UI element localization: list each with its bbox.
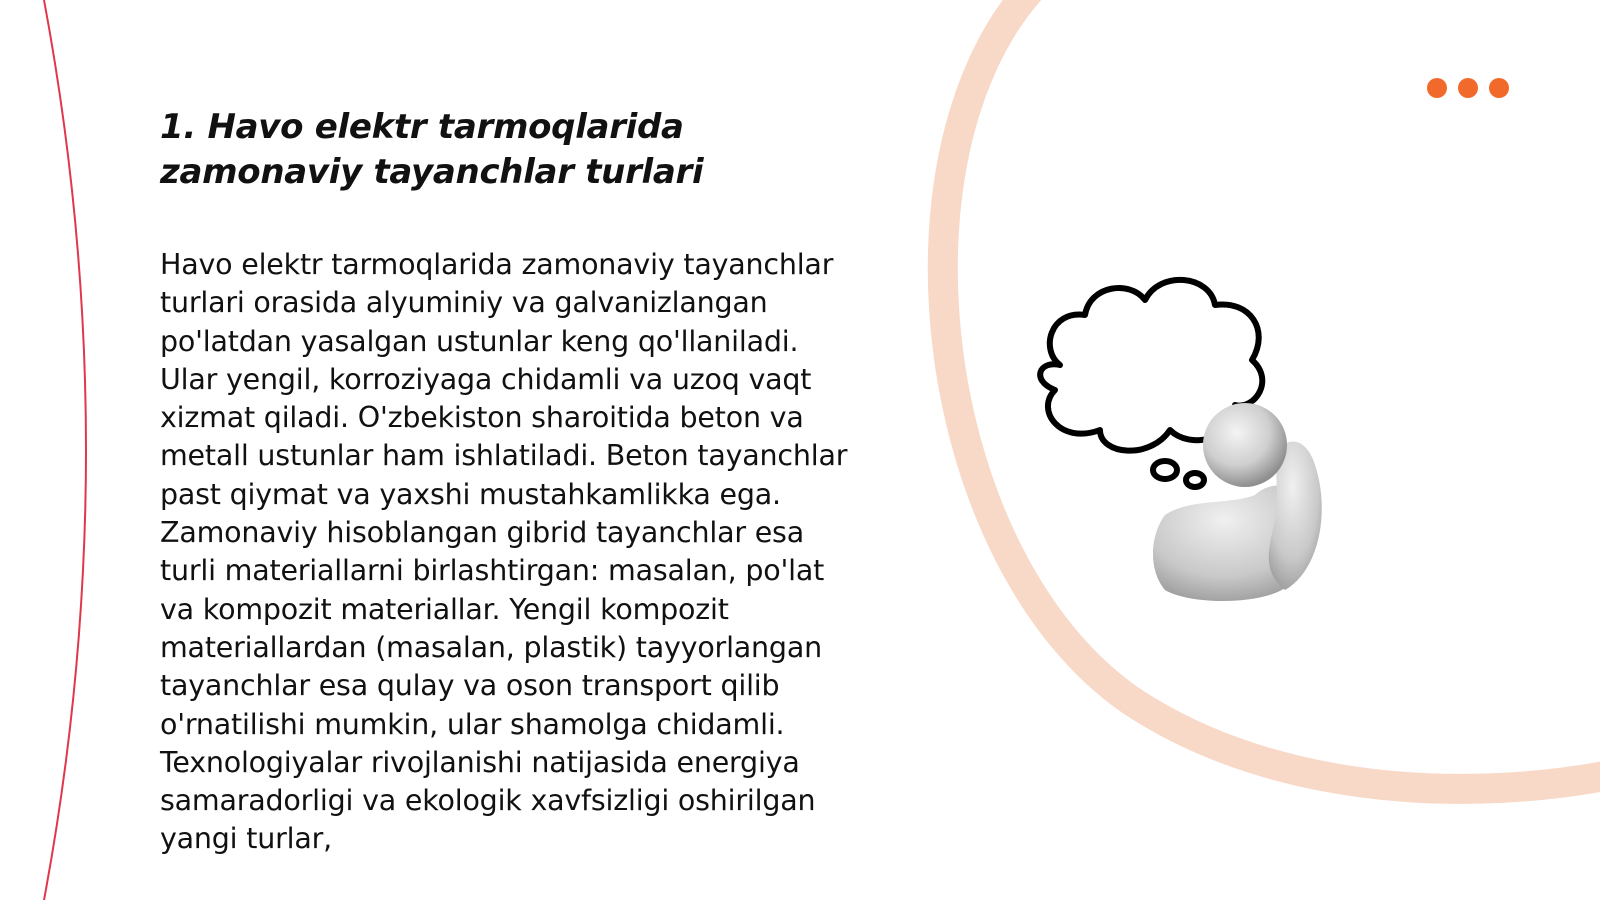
dot-icon — [1458, 78, 1478, 98]
slide-title: 1. Havo elektr tarmoqlarida zamonaviy tayanchlar turlari — [160, 107, 704, 192]
dot-icon — [1427, 78, 1447, 98]
slide-body-text: Havo elektr tarmoqlarida zamonaviy tayanchlar turlari orasida alyuminiy va galvanizlangan po'latdan yasalgan ustunlar keng qo'llaniladi. Ular yengil, korroziyaga chidamli va uzoq vaqt xizmat qiladi. O'zbekiston sharoitida beton va metall ustunlar ham ishlatiladi. Beton tayanchlar past qiymat va yaxshi mustahkamlikka ega. Zamonaviy hisoblangan gibrid tayanchlar esa turli materiallarni birlashtirgan: masalan, po'lat va kompozit materiallar. Yengil kompozit materiallardan (masalan, plastik) tayyorlangan tayanchlar esa qulay va oson transport qilib o'rnatilishi mumkin, ular shamolga chidamli. Texnologiyalar rivojlanishi natijasida energiya samaradorligi va ekologik xavfsizligi oshirilgan yangi turlar, — [160, 248, 848, 856]
left-accent-curve — [44, 0, 86, 900]
dot-icon — [1489, 78, 1509, 98]
menu-dots — [1427, 78, 1509, 98]
person-head — [1203, 403, 1287, 487]
thinking-person-icon — [1030, 270, 1350, 620]
